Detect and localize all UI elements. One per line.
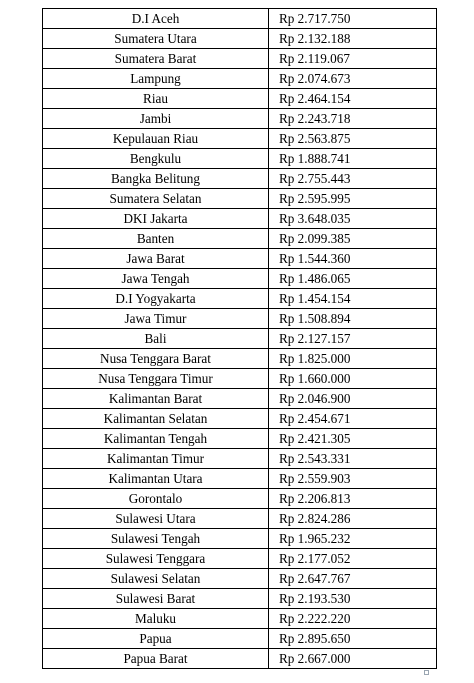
province-cell: Maluku <box>43 609 269 629</box>
table-row <box>43 129 437 149</box>
province-cell: Kalimantan Barat <box>43 389 269 409</box>
province-cell: Sumatera Barat <box>43 49 269 69</box>
table-row <box>43 629 437 649</box>
wage-cell: Rp 1.486.065 <box>269 269 437 289</box>
province-cell: Kalimantan Utara <box>43 469 269 489</box>
wage-cell: Rp 2.222.220 <box>269 609 437 629</box>
province-cell: Bengkulu <box>43 149 269 169</box>
province-cell: DKI Jakarta <box>43 209 269 229</box>
wage-table-container <box>42 8 424 669</box>
province-cell: Jawa Barat <box>43 249 269 269</box>
wage-cell: Rp 2.895.650 <box>269 629 437 649</box>
province-cell: Kalimantan Timur <box>43 449 269 469</box>
province-cell: Jawa Timur <box>43 309 269 329</box>
table-row <box>43 589 437 609</box>
table-resize-handle[interactable] <box>424 670 429 675</box>
table-row <box>43 349 437 369</box>
wage-cell: Rp 2.193.530 <box>269 589 437 609</box>
wage-cell: Rp 2.563.875 <box>269 129 437 149</box>
province-cell: Gorontalo <box>43 489 269 509</box>
province-cell: Papua <box>43 629 269 649</box>
wage-cell: Rp 2.755.443 <box>269 169 437 189</box>
province-cell: D.I Aceh <box>43 9 269 29</box>
province-cell: Nusa Tenggara Timur <box>43 369 269 389</box>
table-row <box>43 489 437 509</box>
table-row <box>43 389 437 409</box>
wage-cell: Rp 2.464.154 <box>269 89 437 109</box>
province-cell: Bangka Belitung <box>43 169 269 189</box>
wage-cell: Rp 1.888.741 <box>269 149 437 169</box>
province-cell: Kalimantan Tengah <box>43 429 269 449</box>
table-row <box>43 569 437 589</box>
wage-cell: Rp 2.132.188 <box>269 29 437 49</box>
wage-cell: Rp 1.508.894 <box>269 309 437 329</box>
province-cell: Lampung <box>43 69 269 89</box>
table-row <box>43 149 437 169</box>
wage-cell: Rp 2.824.286 <box>269 509 437 529</box>
province-cell: Sulawesi Tengah <box>43 529 269 549</box>
table-row <box>43 69 437 89</box>
province-cell: Kalimantan Selatan <box>43 409 269 429</box>
table-row <box>43 369 437 389</box>
wage-cell: Rp 2.543.331 <box>269 449 437 469</box>
table-row <box>43 509 437 529</box>
table-row <box>43 29 437 49</box>
province-cell: Sumatera Selatan <box>43 189 269 209</box>
wage-cell: Rp 1.544.360 <box>269 249 437 269</box>
table-row <box>43 249 437 269</box>
province-cell: Jambi <box>43 109 269 129</box>
wage-cell: Rp 2.099.385 <box>269 229 437 249</box>
table-row <box>43 169 437 189</box>
table-row <box>43 649 437 669</box>
province-cell: Sulawesi Selatan <box>43 569 269 589</box>
wage-cell: Rp 1.825.000 <box>269 349 437 369</box>
province-cell: Papua Barat <box>43 649 269 669</box>
province-cell: Sulawesi Utara <box>43 509 269 529</box>
wage-cell: Rp 2.074.673 <box>269 69 437 89</box>
table-row <box>43 449 437 469</box>
table-row <box>43 49 437 69</box>
wage-cell: Rp 2.667.000 <box>269 649 437 669</box>
table-row <box>43 469 437 489</box>
table-row <box>43 9 437 29</box>
wage-cell: Rp 2.559.903 <box>269 469 437 489</box>
province-cell: Banten <box>43 229 269 249</box>
province-cell: Riau <box>43 89 269 109</box>
province-cell: Kepulauan Riau <box>43 129 269 149</box>
wage-cell: Rp 2.647.767 <box>269 569 437 589</box>
table-row <box>43 429 437 449</box>
province-cell: Nusa Tenggara Barat <box>43 349 269 369</box>
wage-cell: Rp 1.454.154 <box>269 289 437 309</box>
wage-cell: Rp 3.648.035 <box>269 209 437 229</box>
wage-cell: Rp 2.421.305 <box>269 429 437 449</box>
table-row <box>43 209 437 229</box>
wage-cell: Rp 2.454.671 <box>269 409 437 429</box>
wage-cell: Rp 2.177.052 <box>269 549 437 569</box>
table-row <box>43 289 437 309</box>
province-cell: Sumatera Utara <box>43 29 269 49</box>
wage-table-body <box>43 9 437 669</box>
province-cell: Sulawesi Tenggara <box>43 549 269 569</box>
table-row <box>43 229 437 249</box>
wage-cell: Rp 2.119.067 <box>269 49 437 69</box>
table-row <box>43 309 437 329</box>
wage-cell: Rp 2.243.718 <box>269 109 437 129</box>
province-cell: Sulawesi Barat <box>43 589 269 609</box>
table-row <box>43 529 437 549</box>
table-row <box>43 89 437 109</box>
wage-cell: Rp 2.127.157 <box>269 329 437 349</box>
table-row <box>43 609 437 629</box>
table-row <box>43 269 437 289</box>
wage-cell: Rp 2.595.995 <box>269 189 437 209</box>
wage-cell: Rp 2.717.750 <box>269 9 437 29</box>
table-row <box>43 109 437 129</box>
province-cell: Jawa Tengah <box>43 269 269 289</box>
table-row <box>43 329 437 349</box>
wage-cell: Rp 2.046.900 <box>269 389 437 409</box>
provincial-wage-table <box>42 8 437 669</box>
province-cell: Bali <box>43 329 269 349</box>
province-cell: D.I Yogyakarta <box>43 289 269 309</box>
table-row <box>43 189 437 209</box>
wage-cell: Rp 1.965.232 <box>269 529 437 549</box>
table-row <box>43 409 437 429</box>
wage-cell: Rp 2.206.813 <box>269 489 437 509</box>
table-row <box>43 549 437 569</box>
wage-cell: Rp 1.660.000 <box>269 369 437 389</box>
